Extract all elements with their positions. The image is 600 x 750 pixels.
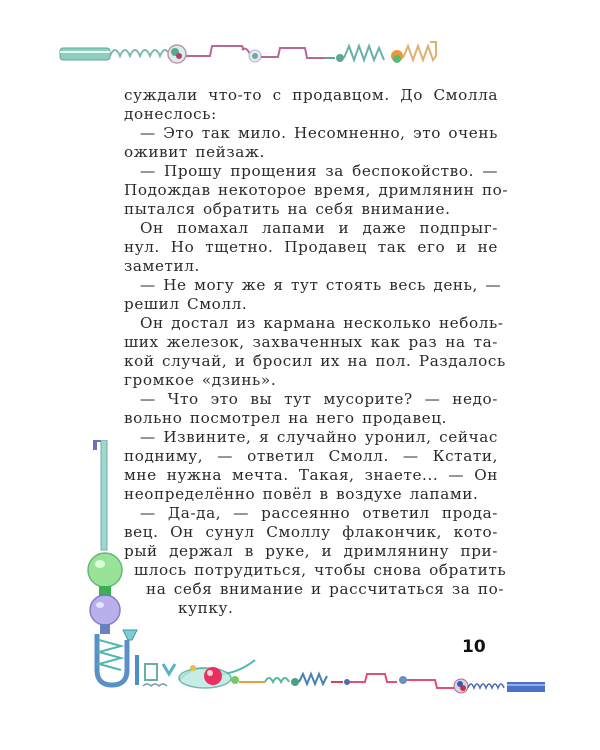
- text-line: купку.: [178, 599, 234, 617]
- text-line: нул. Но тщетно. Продавец так его и не: [124, 238, 498, 256]
- text-line: подниму, — ответил Смолл. — Кстати,: [124, 447, 498, 465]
- text-line: рый держал в руке, и дримлянину при-: [124, 542, 498, 560]
- text-line: суждали что-то с продавцом. До Смолла: [124, 86, 498, 104]
- text-line: неопределённо повёл в воздухе лапами.: [124, 485, 479, 503]
- text-line: мне нужна мечта. Такая, знаете... — Он: [124, 466, 498, 484]
- text-line: громкое «дзинь».: [124, 371, 277, 389]
- text-line: Подождав некоторое время, дримлянин по-: [124, 181, 509, 199]
- text-line: вец. Он сунул Смоллу флакончик, кото-: [124, 523, 498, 541]
- page-number: 10: [462, 637, 486, 657]
- text-line: на себя внимание и рассчитаться за по-: [146, 580, 505, 598]
- text-line: оживит пейзаж.: [124, 143, 265, 161]
- top-border-decoration: [50, 38, 550, 83]
- text-line: Он помахал лапами и даже подпрыг-: [140, 219, 498, 237]
- text-line: заметил.: [124, 257, 200, 275]
- text-line: кой случай, и бросил их на пол. Раздалось: [124, 352, 506, 370]
- text-line: — Прошу прощения за беспокойство. —: [140, 162, 498, 180]
- text-line: — Да-да, — рассеянно ответил прода-: [140, 504, 498, 522]
- text-line: — Не могу же я тут стоять весь день, —: [140, 276, 502, 294]
- text-line: — Это так мило. Несомненно, это очень: [140, 124, 498, 142]
- text-line: — Извините, я случайно уронил, сейчас: [140, 428, 498, 446]
- page-body-text: [124, 86, 509, 618]
- text-line: — Что это вы тут мусорите? — недо-: [140, 390, 498, 408]
- text-line: шлось потрудиться, чтобы снова обратить: [134, 561, 507, 579]
- text-line: вольно посмотрел на него продавец.: [124, 409, 447, 427]
- text-line: пытался обратить на себя внимание.: [124, 200, 451, 218]
- text-line: ших железок, захваченных как раз на та-: [124, 333, 498, 351]
- text-line: Он достал из кармана несколько неболь-: [140, 314, 504, 332]
- bottom-border-decoration: [95, 650, 545, 700]
- text-line: решил Смолл.: [124, 295, 248, 313]
- text-line: донеслось:: [124, 105, 217, 123]
